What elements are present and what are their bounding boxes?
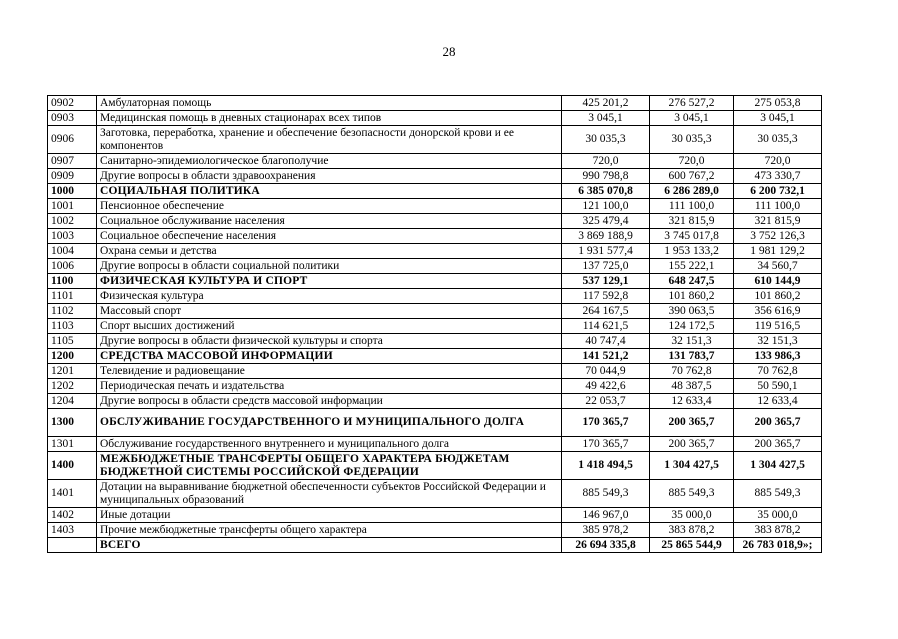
- value-year2-cell: 131 783,7: [650, 349, 734, 364]
- value-year2-cell: 124 172,5: [650, 319, 734, 334]
- budget-code-cell: 0909: [48, 169, 97, 184]
- budget-name-cell: Социальное обеспечение населения: [97, 229, 562, 244]
- table-row: [48, 437, 822, 452]
- value-year2-cell: 155 222,1: [650, 259, 734, 274]
- budget-name-cell: Санитарно-эпидемиологическое благополучие: [97, 154, 562, 169]
- budget-name-cell: МЕЖБЮДЖЕТНЫЕ ТРАНСФЕРТЫ ОБЩЕГО ХАРАКТЕРА БЮДЖЕТАМ БЮДЖЕТНОЙ СИСТЕМЫ РОССИЙСКОЙ ФЕДЕРАЦИИ: [97, 452, 562, 480]
- budget-name-cell: Дотации на выравнивание бюджетной обеспеченности субъектов Российской Федерации и муниципальных образований: [97, 480, 562, 508]
- budget-name-cell: ВСЕГО: [97, 538, 562, 553]
- budget-code-cell: 1101: [48, 289, 97, 304]
- value-year1-cell: 22 053,7: [562, 394, 650, 409]
- budget-code-cell: 1200: [48, 349, 97, 364]
- value-year2-cell: 383 878,2: [650, 523, 734, 538]
- budget-name-cell: Пенсионное обеспечение: [97, 199, 562, 214]
- budget-code-cell: 1202: [48, 379, 97, 394]
- value-year1-cell: 425 201,2: [562, 96, 650, 111]
- budget-name-cell: СРЕДСТВА МАССОВОЙ ИНФОРМАЦИИ: [97, 349, 562, 364]
- table-row: [48, 379, 822, 394]
- value-year3-cell: 356 616,9: [734, 304, 822, 319]
- value-year3-cell: 133 986,3: [734, 349, 822, 364]
- budget-code-cell: 1100: [48, 274, 97, 289]
- value-year2-cell: 3 045,1: [650, 111, 734, 126]
- value-year2-cell: 48 387,5: [650, 379, 734, 394]
- value-year1-cell: 141 521,2: [562, 349, 650, 364]
- value-year2-cell: 30 035,3: [650, 126, 734, 154]
- value-year1-cell: 6 385 070,8: [562, 184, 650, 199]
- budget-code-cell: 1402: [48, 508, 97, 523]
- budget-code-cell: 1006: [48, 259, 97, 274]
- budget-name-cell: СОЦИАЛЬНАЯ ПОЛИТИКА: [97, 184, 562, 199]
- budget-code-cell: 1000: [48, 184, 97, 199]
- budget-code-cell: [48, 538, 97, 553]
- value-year3-cell: 720,0: [734, 154, 822, 169]
- budget-code-cell: 0902: [48, 96, 97, 111]
- value-year3-cell: 30 035,3: [734, 126, 822, 154]
- section-row: [48, 452, 822, 480]
- budget-name-cell: Другие вопросы в области физической культуры и спорта: [97, 334, 562, 349]
- section-row: [48, 184, 822, 199]
- value-year2-cell: 720,0: [650, 154, 734, 169]
- budget-name-cell: Физическая культура: [97, 289, 562, 304]
- value-year3-cell: 3 045,1: [734, 111, 822, 126]
- table-row: [48, 289, 822, 304]
- budget-code-cell: 1004: [48, 244, 97, 259]
- value-year3-cell: 1 981 129,2: [734, 244, 822, 259]
- value-year1-cell: 121 100,0: [562, 199, 650, 214]
- value-year2-cell: 885 549,3: [650, 480, 734, 508]
- value-year1-cell: 49 422,6: [562, 379, 650, 394]
- budget-code-cell: 1301: [48, 437, 97, 452]
- budget-code-cell: 0906: [48, 126, 97, 154]
- value-year3-cell: 119 516,5: [734, 319, 822, 334]
- value-year1-cell: 30 035,3: [562, 126, 650, 154]
- value-year2-cell: 32 151,3: [650, 334, 734, 349]
- budget-table-body: [48, 96, 822, 553]
- value-year1-cell: 1 418 494,5: [562, 452, 650, 480]
- value-year3-cell: 35 000,0: [734, 508, 822, 523]
- value-year1-cell: 70 044,9: [562, 364, 650, 379]
- budget-code-cell: 1401: [48, 480, 97, 508]
- value-year2-cell: 1 953 133,2: [650, 244, 734, 259]
- value-year2-cell: 600 767,2: [650, 169, 734, 184]
- value-year1-cell: 3 045,1: [562, 111, 650, 126]
- value-year3-cell: 200 365,7: [734, 437, 822, 452]
- value-year3-cell: 12 633,4: [734, 394, 822, 409]
- budget-table: [47, 95, 822, 553]
- table-row: [48, 508, 822, 523]
- table-row: [48, 394, 822, 409]
- page-number: 28: [442, 44, 456, 59]
- budget-name-cell: Иные дотации: [97, 508, 562, 523]
- value-year3-cell: 32 151,3: [734, 334, 822, 349]
- budget-name-cell: Амбулаторная помощь: [97, 96, 562, 111]
- table-row: [48, 199, 822, 214]
- value-year2-cell: 390 063,5: [650, 304, 734, 319]
- value-year2-cell: 101 860,2: [650, 289, 734, 304]
- value-year1-cell: 146 967,0: [562, 508, 650, 523]
- value-year3-cell: 50 590,1: [734, 379, 822, 394]
- budget-code-cell: 1002: [48, 214, 97, 229]
- budget-name-cell: Массовый спорт: [97, 304, 562, 319]
- value-year1-cell: 117 592,8: [562, 289, 650, 304]
- value-year2-cell: 321 815,9: [650, 214, 734, 229]
- value-year2-cell: 111 100,0: [650, 199, 734, 214]
- table-row: [48, 244, 822, 259]
- table-row: [48, 523, 822, 538]
- value-year2-cell: 25 865 544,9: [650, 538, 734, 553]
- budget-code-cell: 0907: [48, 154, 97, 169]
- budget-code-cell: 1103: [48, 319, 97, 334]
- budget-name-cell: Социальное обслуживание населения: [97, 214, 562, 229]
- value-year2-cell: 1 304 427,5: [650, 452, 734, 480]
- budget-name-cell: Прочие межбюджетные трансферты общего характера: [97, 523, 562, 538]
- table-row: [48, 229, 822, 244]
- budget-name-cell: ФИЗИЧЕСКАЯ КУЛЬТУРА И СПОРТ: [97, 274, 562, 289]
- budget-code-cell: 1102: [48, 304, 97, 319]
- table-row: [48, 304, 822, 319]
- section-row: [48, 349, 822, 364]
- value-year3-cell: 610 144,9: [734, 274, 822, 289]
- budget-code-cell: 1201: [48, 364, 97, 379]
- value-year3-cell: 111 100,0: [734, 199, 822, 214]
- budget-code-cell: 1001: [48, 199, 97, 214]
- table-row: [48, 214, 822, 229]
- value-year2-cell: 200 365,7: [650, 437, 734, 452]
- budget-name-cell: Другие вопросы в области социальной политики: [97, 259, 562, 274]
- value-year2-cell: 6 286 289,0: [650, 184, 734, 199]
- value-year1-cell: 720,0: [562, 154, 650, 169]
- section-row: [48, 538, 822, 553]
- value-year1-cell: 137 725,0: [562, 259, 650, 274]
- value-year1-cell: 170 365,7: [562, 409, 650, 437]
- value-year1-cell: 26 694 335,8: [562, 538, 650, 553]
- budget-name-cell: Обслуживание государственного внутреннего и муниципального долга: [97, 437, 562, 452]
- value-year1-cell: 114 621,5: [562, 319, 650, 334]
- budget-code-cell: 0903: [48, 111, 97, 126]
- value-year3-cell: 1 304 427,5: [734, 452, 822, 480]
- value-year3-cell: 3 752 126,3: [734, 229, 822, 244]
- value-year3-cell: 26 783 018,9»;: [734, 538, 822, 553]
- value-year1-cell: 325 479,4: [562, 214, 650, 229]
- value-year3-cell: 101 860,2: [734, 289, 822, 304]
- budget-name-cell: Телевидение и радиовещание: [97, 364, 562, 379]
- budget-code-cell: 1300: [48, 409, 97, 437]
- budget-name-cell: Периодическая печать и издательства: [97, 379, 562, 394]
- table-row: [48, 480, 822, 508]
- value-year1-cell: 40 747,4: [562, 334, 650, 349]
- value-year1-cell: 1 931 577,4: [562, 244, 650, 259]
- value-year2-cell: 200 365,7: [650, 409, 734, 437]
- value-year2-cell: 12 633,4: [650, 394, 734, 409]
- value-year1-cell: 170 365,7: [562, 437, 650, 452]
- value-year1-cell: 885 549,3: [562, 480, 650, 508]
- value-year3-cell: 885 549,3: [734, 480, 822, 508]
- table-row: [48, 126, 822, 154]
- value-year1-cell: 385 978,2: [562, 523, 650, 538]
- value-year3-cell: 321 815,9: [734, 214, 822, 229]
- budget-code-cell: 1003: [48, 229, 97, 244]
- budget-name-cell: Медицинская помощь в дневных стационарах всех типов: [97, 111, 562, 126]
- section-row: [48, 274, 822, 289]
- budget-name-cell: Другие вопросы в области здравоохранения: [97, 169, 562, 184]
- budget-name-cell: Охрана семьи и детства: [97, 244, 562, 259]
- value-year3-cell: 6 200 732,1: [734, 184, 822, 199]
- table-row: [48, 319, 822, 334]
- value-year2-cell: 276 527,2: [650, 96, 734, 111]
- value-year2-cell: 3 745 017,8: [650, 229, 734, 244]
- section-row: [48, 409, 822, 437]
- budget-code-cell: 1403: [48, 523, 97, 538]
- value-year2-cell: 70 762,8: [650, 364, 734, 379]
- value-year1-cell: 3 869 188,9: [562, 229, 650, 244]
- value-year3-cell: 275 053,8: [734, 96, 822, 111]
- budget-code-cell: 1105: [48, 334, 97, 349]
- value-year1-cell: 264 167,5: [562, 304, 650, 319]
- table-row: [48, 364, 822, 379]
- table-row: [48, 154, 822, 169]
- budget-code-cell: 1204: [48, 394, 97, 409]
- value-year3-cell: 383 878,2: [734, 523, 822, 538]
- value-year3-cell: 34 560,7: [734, 259, 822, 274]
- budget-name-cell: ОБСЛУЖИВАНИЕ ГОСУДАРСТВЕННОГО И МУНИЦИПАЛЬНОГО ДОЛГА: [97, 409, 562, 437]
- table-row: [48, 334, 822, 349]
- value-year2-cell: 35 000,0: [650, 508, 734, 523]
- budget-name-cell: Заготовка, переработка, хранение и обеспечение безопасности донорской крови и ее компонентов: [97, 126, 562, 154]
- table-row: [48, 111, 822, 126]
- budget-code-cell: 1400: [48, 452, 97, 480]
- budget-name-cell: Спорт высших достижений: [97, 319, 562, 334]
- table-row: [48, 169, 822, 184]
- value-year1-cell: 537 129,1: [562, 274, 650, 289]
- table-row: [48, 259, 822, 274]
- value-year2-cell: 648 247,5: [650, 274, 734, 289]
- table-row: [48, 96, 822, 111]
- value-year3-cell: 473 330,7: [734, 169, 822, 184]
- budget-name-cell: Другие вопросы в области средств массовой информации: [97, 394, 562, 409]
- value-year1-cell: 990 798,8: [562, 169, 650, 184]
- value-year3-cell: 200 365,7: [734, 409, 822, 437]
- value-year3-cell: 70 762,8: [734, 364, 822, 379]
